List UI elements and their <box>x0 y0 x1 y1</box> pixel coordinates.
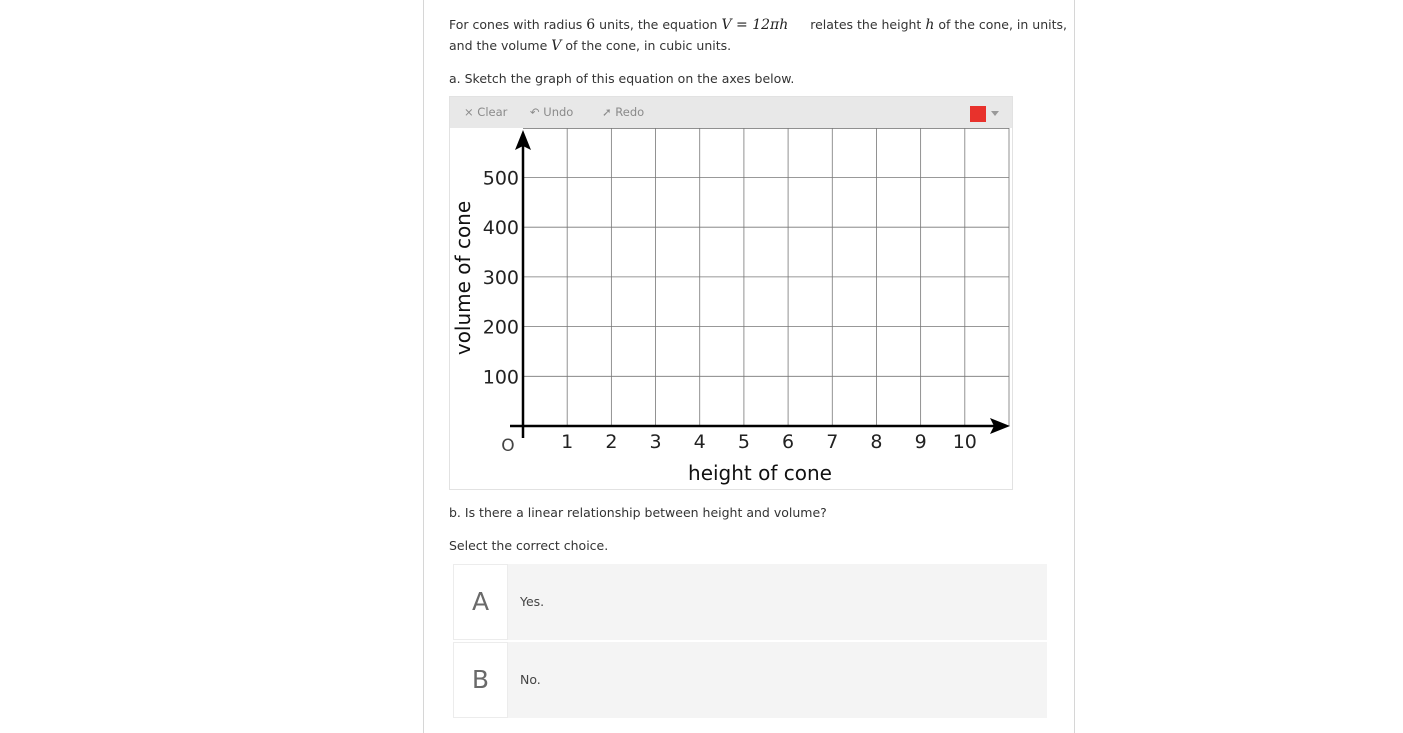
height-variable: h <box>925 17 935 33</box>
part-b-prompt: b. Is there a linear relationship between height and volume? <box>449 505 827 520</box>
x-tick-label: 8 <box>870 431 883 453</box>
radius-value: 6 <box>586 17 596 33</box>
x-tick-label: 7 <box>826 431 839 453</box>
x-tick-label: 10 <box>952 431 977 453</box>
x-tick-label: 2 <box>605 431 618 453</box>
x-tick-label: 9 <box>914 431 927 453</box>
redo-button[interactable]: ➚ Redo <box>602 105 645 119</box>
y-tick-label: 300 <box>482 266 519 289</box>
chevron-down-icon[interactable] <box>991 111 999 116</box>
intro-text: of the cone, in cubic units. <box>565 38 732 53</box>
x-tick-label: 4 <box>693 431 706 453</box>
sketch-tool <box>449 96 1013 490</box>
x-axis-label: height of cone <box>688 461 832 485</box>
x-tick-label: 3 <box>649 431 662 453</box>
grid <box>523 128 1009 426</box>
y-axis-label: volume of cone <box>451 200 475 356</box>
choice-a[interactable] <box>453 564 1047 640</box>
part-a-prompt: a. Sketch the graph of this equation on the axes below. <box>449 71 795 86</box>
clear-button[interactable]: × Clear <box>464 105 508 119</box>
volume-variable: V <box>551 38 562 54</box>
choice-b[interactable] <box>453 642 1047 718</box>
choice-letter: B <box>453 642 508 718</box>
equation: V = 12πh <box>721 17 789 33</box>
choice-text: No. <box>520 672 541 687</box>
intro-text: of the cone, in units, <box>938 17 1068 32</box>
pen-color-swatch[interactable] <box>970 106 986 122</box>
x-tick-label: 6 <box>782 431 795 453</box>
x-tick-label: 1 <box>561 431 574 453</box>
choice-text: Yes. <box>520 594 545 609</box>
intro-text: For cones with radius <box>449 17 583 32</box>
intro-text: units, the equation <box>599 17 718 32</box>
choice-letter: A <box>453 564 508 640</box>
question-panel <box>423 0 1075 733</box>
intro-text: relates the height <box>810 17 922 32</box>
question-intro-line-1 <box>449 17 1067 33</box>
axes <box>510 130 1010 438</box>
undo-button[interactable]: ↶ Undo <box>530 105 574 119</box>
x-tick-labels <box>561 431 977 453</box>
question-intro-line-2 <box>449 38 731 54</box>
y-tick-label: 400 <box>482 217 519 240</box>
sketch-canvas[interactable] <box>450 128 1012 489</box>
origin-label: O <box>501 436 515 456</box>
x-tick-label: 5 <box>737 431 750 453</box>
sketch-toolbar <box>450 97 1012 128</box>
y-tick-label: 100 <box>482 366 519 389</box>
y-tick-label: 500 <box>482 167 519 190</box>
y-tick-labels <box>483 168 519 389</box>
intro-text: and the volume <box>449 38 548 53</box>
select-instruction: Select the correct choice. <box>449 538 609 553</box>
y-tick-label: 200 <box>482 316 519 339</box>
